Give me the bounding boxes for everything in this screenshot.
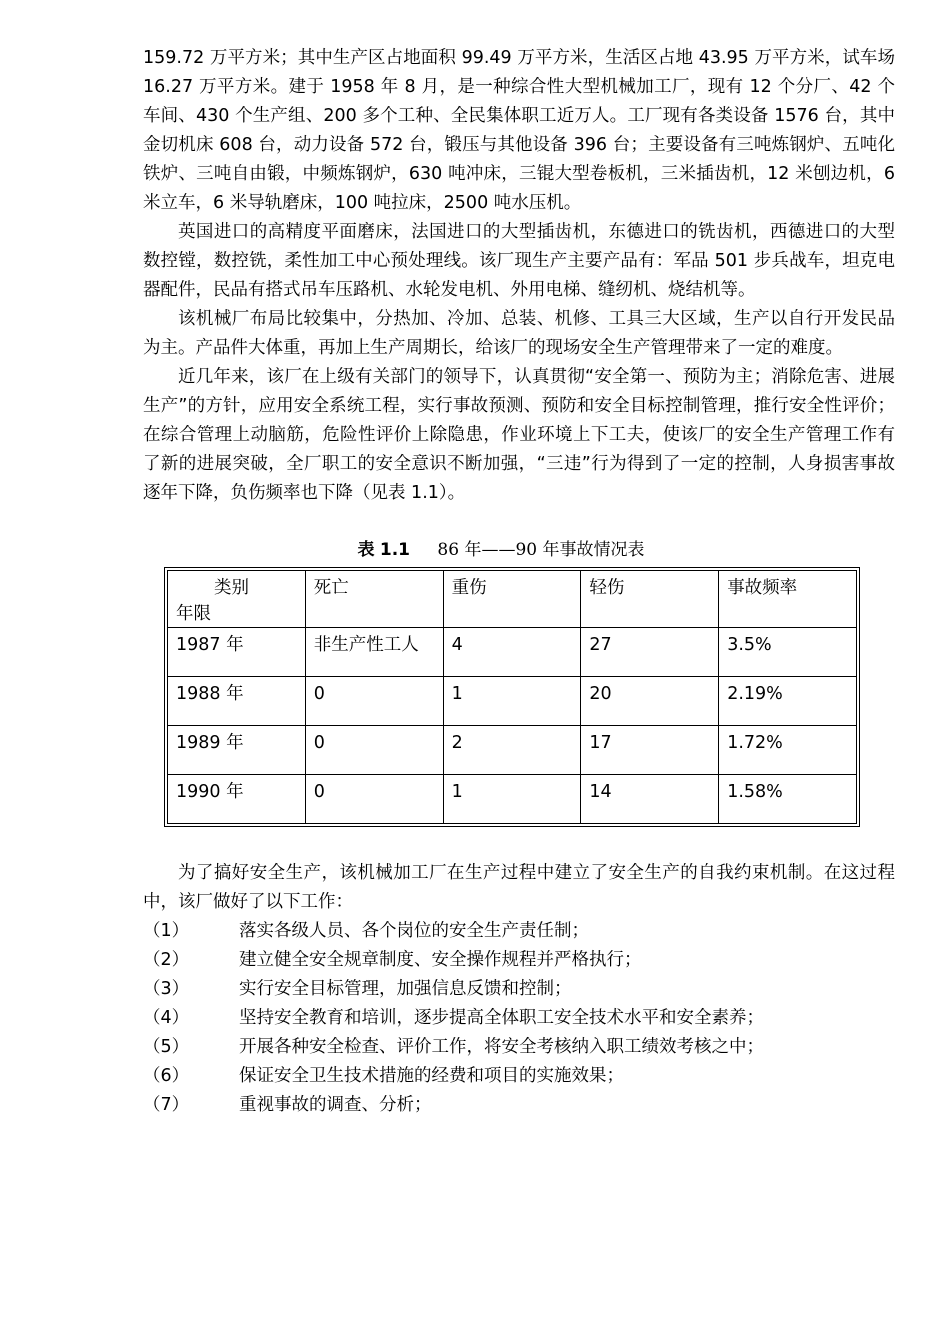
table-caption-title: 86 年——90 年事故情况表 — [437, 540, 645, 560]
table-cell: 3.5% — [719, 628, 857, 677]
table-cell: 14 — [581, 775, 719, 824]
table-cell: 1.72% — [719, 726, 857, 775]
paragraph-factory-overview: 159.72 万平方米；其中生产区占地面积 99.49 万平方米，生活区占地 43.95 万平方米，试车场 16.27 万平方米。建于 1958 年 8 月，是一种综合性大型机械加工厂，现有 12 个分厂、42 个车间、430 个生产组、200 多个工种、全民集体职工近万人。工厂现有各类设备 1576 台，其中金切机床 608 台，动力设备 572 台，锻压与其他设备 396 台；主要设备有三吨炼钢炉、五吨化铁炉、三吨自由锻，中频炼钢炉，630 吨冲床，三锟大型卷板机，三米插齿机，12 米刨边机，6 米立车，6 米导轨磨床，100 吨拉床，2500 吨水压机。 — [143, 48, 895, 213]
list-item-text: 落实各级人员、各个岗位的安全生产责任制； — [239, 921, 589, 941]
header-year-label: 年限 — [176, 604, 211, 624]
list-item-text: 重视事故的调查、分析； — [239, 1095, 432, 1115]
table-header-cell: 重伤 — [443, 571, 581, 628]
paragraph-imported-equipment: 英国进口的高精度平面磨床，法国进口的大型插齿机，东德进口的铣齿机，西德进口的大型数控镗，数控铣，柔性加工中心预处理线。该厂现生产主要产品有：军品 501 步兵战车，坦克电器配件，民品有搭式吊车压路机、水轮发电机、外用电梯、缝纫机、烧结机等。 — [143, 222, 895, 300]
table-caption-label: 表 — [357, 540, 375, 560]
list-item-text: 坚持安全教育和培训，逐步提高全体职工安全技术水平和安全素养； — [239, 1008, 764, 1028]
accident-table — [167, 570, 857, 824]
list-item — [143, 975, 895, 1004]
table-cell-year: 1988 年 — [168, 677, 306, 726]
list-item-text: 建立健全安全规章制度、安全操作规程并严格执行； — [239, 950, 642, 970]
table-caption — [143, 538, 895, 562]
list-item-number: （2） — [143, 950, 190, 970]
accident-table-frame — [164, 567, 860, 827]
table-cell: 2.19% — [719, 677, 857, 726]
table-header-corner — [168, 571, 306, 628]
list-item-text: 保证安全卫生技术措施的经费和项目的实施效果； — [239, 1066, 624, 1086]
table-row — [168, 677, 857, 726]
measures-list — [143, 917, 895, 1120]
document-page — [143, 44, 895, 1120]
table-header-cell: 轻伤 — [581, 571, 719, 628]
list-item-number: （4） — [143, 1008, 190, 1028]
table-caption-number: 1.1 — [379, 540, 411, 560]
table-cell-year: 1990 年 — [168, 775, 306, 824]
list-item — [143, 1004, 895, 1033]
table-cell: 1 — [443, 775, 581, 824]
list-item-text: 实行安全目标管理，加强信息反馈和控制； — [239, 979, 572, 999]
list-item-text: 开展各种安全检查、评价工作，将安全考核纳入职工绩效考核之中； — [239, 1037, 764, 1057]
table-cell: 0 — [305, 775, 443, 824]
table-cell: 1.58% — [719, 775, 857, 824]
list-item — [143, 1091, 895, 1120]
paragraph-layout: 该机械厂布局比较集中，分热加、冷加、总装、机修、工具三大区域，生产以自行开发民品为主。产品件大体重，再加上生产周期长，给该厂的现场安全生产管理带来了一定的难度。 — [143, 309, 895, 358]
table-cell: 0 — [305, 677, 443, 726]
table-cell: 2 — [443, 726, 581, 775]
table-cell: 非生产性工人 — [305, 628, 443, 677]
paragraph-self-restraint: 为了搞好安全生产，该机械加工厂在生产过程中建立了安全生产的自我约束机制。在这过程中，该厂做好了以下工作： — [143, 863, 895, 912]
table-cell-year: 1987 年 — [168, 628, 306, 677]
table-header-row — [168, 571, 857, 628]
table-cell: 1 — [443, 677, 581, 726]
list-item-number: （5） — [143, 1037, 190, 1057]
list-item-number: （7） — [143, 1095, 190, 1115]
list-item — [143, 946, 895, 975]
table-cell: 17 — [581, 726, 719, 775]
list-item-number: （1） — [143, 921, 190, 941]
list-item — [143, 1033, 895, 1062]
table-header-cell: 死亡 — [305, 571, 443, 628]
list-item — [143, 917, 895, 946]
table-cell-year: 1989 年 — [168, 726, 306, 775]
table-cell: 27 — [581, 628, 719, 677]
header-category-label: 类别 — [214, 578, 249, 598]
table-row — [168, 726, 857, 775]
table-row — [168, 775, 857, 824]
paragraph-safety-progress: 近几年来，该厂在上级有关部门的领导下，认真贯彻“安全第一、预防为主；消除危害、进展生产”的方针，应用安全系统工程，实行事故预测、预防和安全目标控制管理，推行安全性评价；在综合管理上动脑筋，危险性评价上除隐患，作业环境上下工夫，使该厂的安全生产管理工作有了新的进展突破，全厂职工的安全意识不断加强，“三违”行为得到了一定的控制，人身损害事故逐年下降，负伤频率也下降（见表 1.1）。 — [143, 367, 895, 503]
list-item-number: （6） — [143, 1066, 190, 1086]
table-header-cell: 事故频率 — [719, 571, 857, 628]
table-cell: 0 — [305, 726, 443, 775]
table-cell: 4 — [443, 628, 581, 677]
list-item — [143, 1062, 895, 1091]
list-item-number: （3） — [143, 979, 190, 999]
table-cell: 20 — [581, 677, 719, 726]
table-row — [168, 628, 857, 677]
